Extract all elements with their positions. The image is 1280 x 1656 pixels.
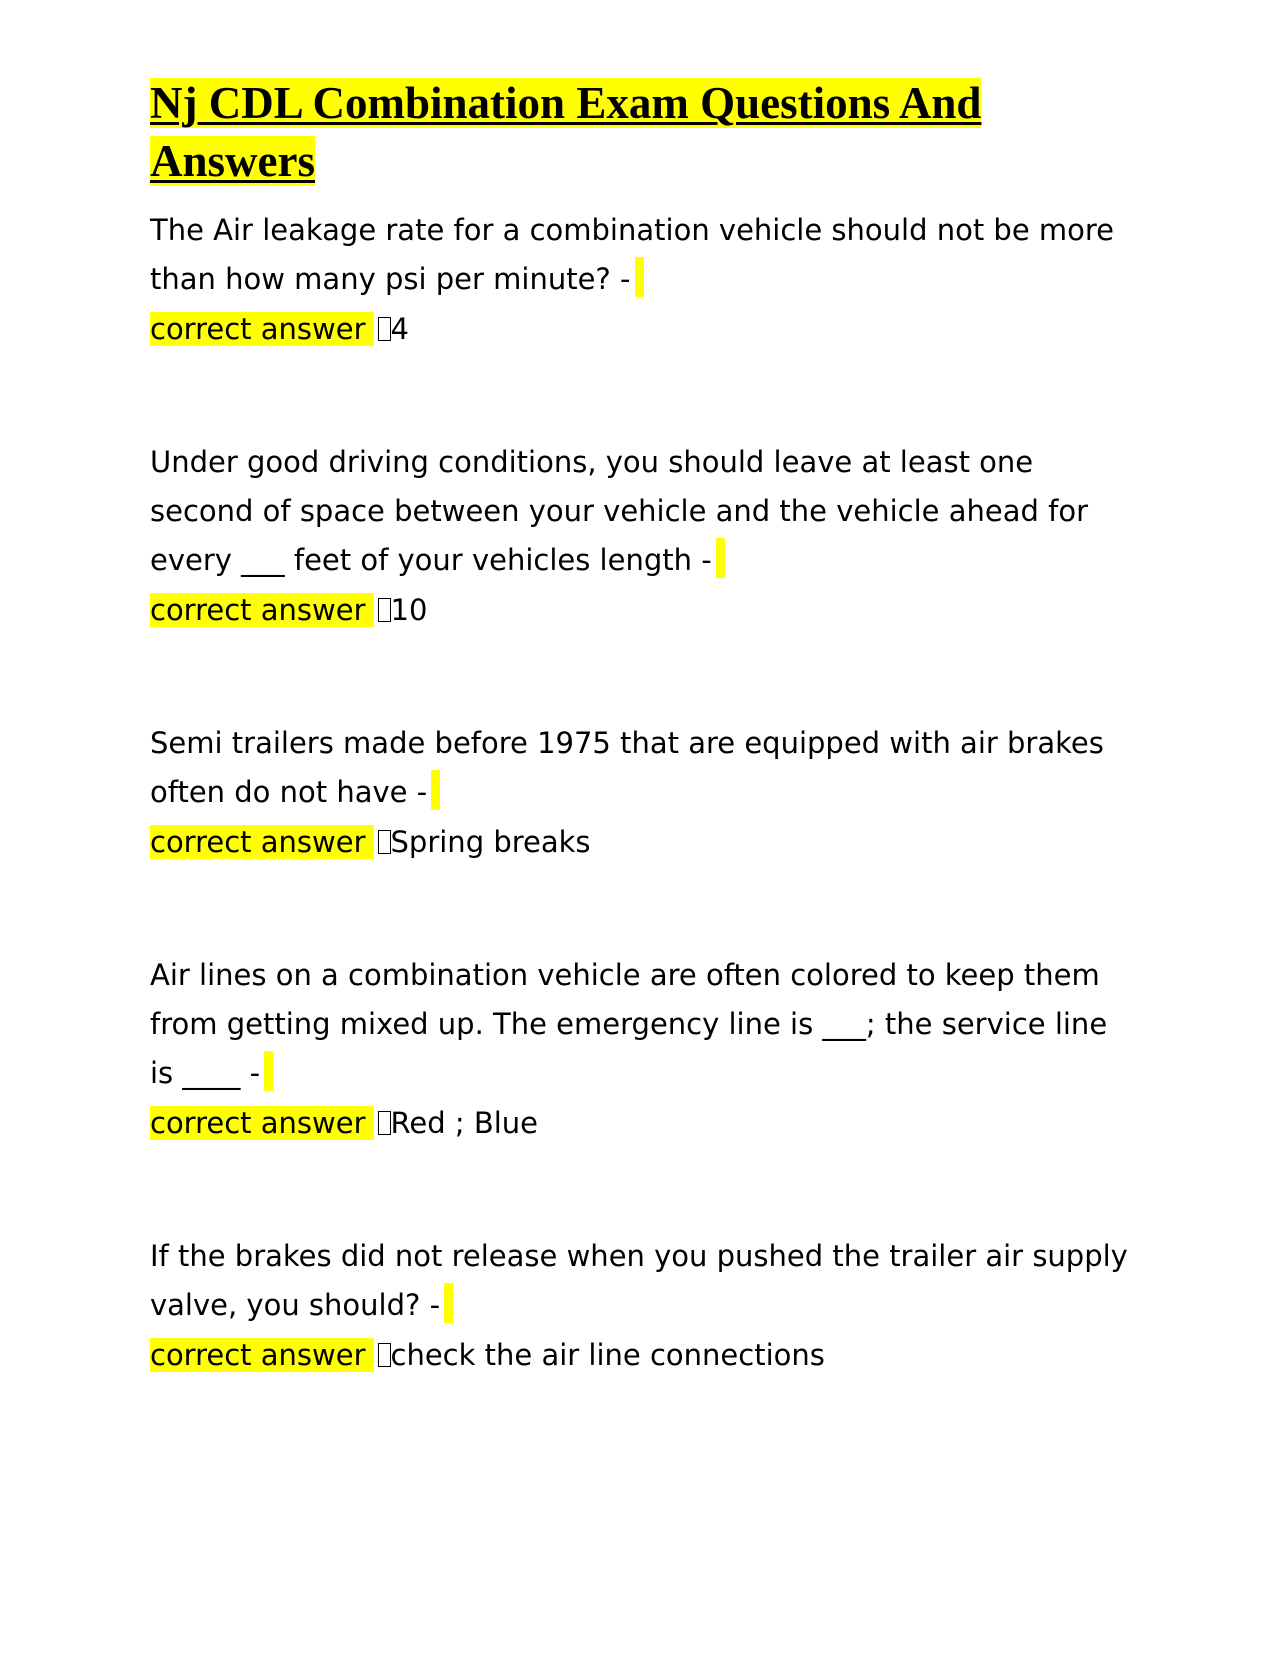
- answer-line: [150, 1100, 1130, 1146]
- question-text: Air lines on a combination vehicle are often colored to keep them from getting mixed up. The emergency line is ___; the service line is ____ -: [150, 958, 1108, 1090]
- highlight-marker: [431, 770, 440, 810]
- answer-text: check the air line connections: [390, 1338, 825, 1372]
- document-title: Nj CDL Combination Exam Questions And Answers: [150, 78, 982, 186]
- question-text: The Air leakage rate for a combination vehicle should not be more than how many psi per minute? -: [150, 213, 1115, 296]
- answer-label: correct answer: [150, 825, 374, 859]
- highlight-marker: [264, 1051, 273, 1091]
- answer-text: 4: [390, 312, 409, 346]
- answer-line: [150, 306, 1130, 352]
- qa-item-2: [150, 438, 1130, 633]
- replacement-glyph-icon: [378, 317, 391, 341]
- answer-label: correct answer: [150, 1338, 374, 1372]
- answer-line: [150, 587, 1130, 633]
- answer-label: correct answer: [150, 593, 374, 627]
- answer-text: Red ; Blue: [390, 1106, 538, 1140]
- replacement-glyph-icon: [378, 830, 391, 854]
- answer-label: correct answer: [150, 1106, 374, 1140]
- answer-label: correct answer: [150, 312, 374, 346]
- highlight-marker: [444, 1283, 453, 1323]
- qa-item-5: [150, 1232, 1130, 1378]
- document-page: [150, 74, 1130, 1378]
- replacement-glyph-icon: [378, 598, 391, 622]
- highlight-marker: [716, 538, 725, 578]
- answer-line: [150, 1332, 1130, 1378]
- replacement-glyph-icon: [378, 1343, 391, 1367]
- qa-item-3: [150, 719, 1130, 865]
- replacement-glyph-icon: [378, 1111, 391, 1135]
- highlight-marker: [635, 257, 644, 297]
- qa-item-4: [150, 951, 1130, 1146]
- qa-item-1: [150, 206, 1130, 352]
- question-text: If the brakes did not release when you pushed the trailer air supply valve, you should? -: [150, 1239, 1128, 1322]
- question-text: Semi trailers made before 1975 that are equipped with air brakes often do not have -: [150, 726, 1104, 809]
- question-text: Under good driving conditions, you should leave at least one second of space between your vehicle and the vehicle ahead for every ___ feet of your vehicles length -: [150, 445, 1089, 577]
- answer-line: [150, 819, 1130, 865]
- answer-text: 10: [390, 593, 428, 627]
- answer-text: Spring breaks: [390, 825, 591, 859]
